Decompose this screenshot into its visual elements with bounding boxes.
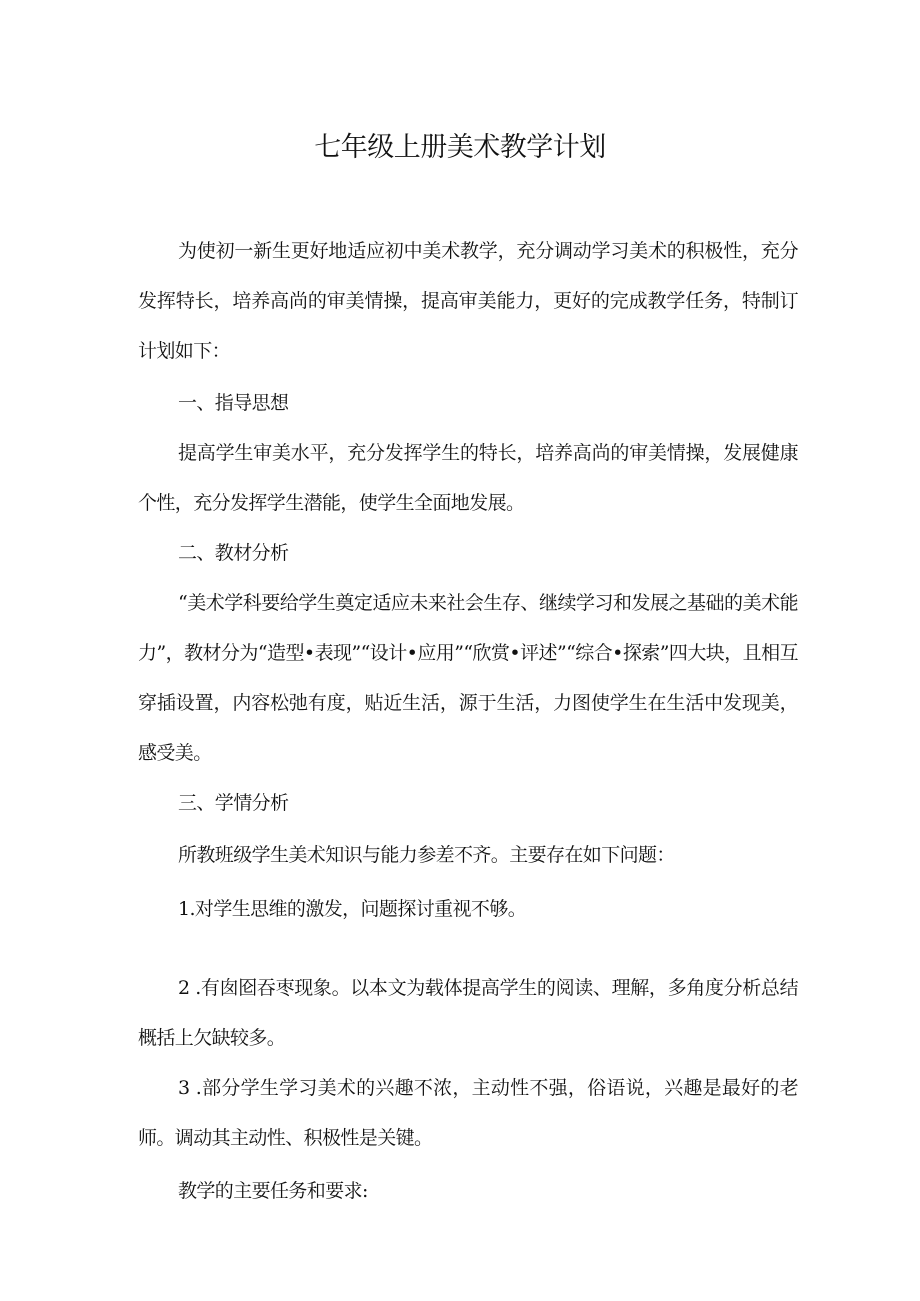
section-body-guiding-thought: 提高学生审美水平，充分发挥学生的特长，培养高尚的审美情操，发展健康个性，充分发挥学生潜能，使学生全面地发展。 xyxy=(138,442,798,514)
problem-item-2: 2 .有囱囵吞枣现象。以本文为载体提高学生的阅读、理解，多角度分析总结概括上欠缺较多。 xyxy=(138,977,798,1049)
problem-item-1: 1.对学生思维的激发，问题探讨重视不够。 xyxy=(178,898,527,920)
document-title: 七年级上册美术教学计划 xyxy=(314,132,606,163)
section-body-student-analysis: 所教班级学生美术知识与能力参差不齐。主要存在如下问题： xyxy=(178,844,675,866)
section-heading-student-analysis: 三、学情分析 xyxy=(178,792,289,814)
section-heading-guiding-thought: 一、指导思想 xyxy=(178,392,289,414)
problem-item-3: 3 .部分学生学习美术的兴趣不浓，主动性不强，俗语说，兴趣是最好的老师。调动其主动性、积极性是关键。 xyxy=(138,1077,798,1149)
tasks-heading: 教学的主要任务和要求: xyxy=(178,1180,368,1202)
section-body-textbook-analysis: “美术学科要给学生奠定适应未来社会生存、继续学习和发展之基础的美术能力”，教材分为“造型•表现”“设计•应用”“欣赏•评述”“综合•探索”四大块，且相互穿插设置，内容松弛有度，贴近生活，源于生活，力图使学生在生活中发现美，感受美。 xyxy=(138,592,798,764)
section-heading-textbook-analysis: 二、教材分析 xyxy=(178,542,289,564)
intro-paragraph: 为使初一新生更好地适应初中美术教学，充分调动学习美术的积极性，充分发挥特长，培养高尚的审美情操，提高审美能力，更好的完成教学任务，特制订计划如下： xyxy=(138,240,798,362)
